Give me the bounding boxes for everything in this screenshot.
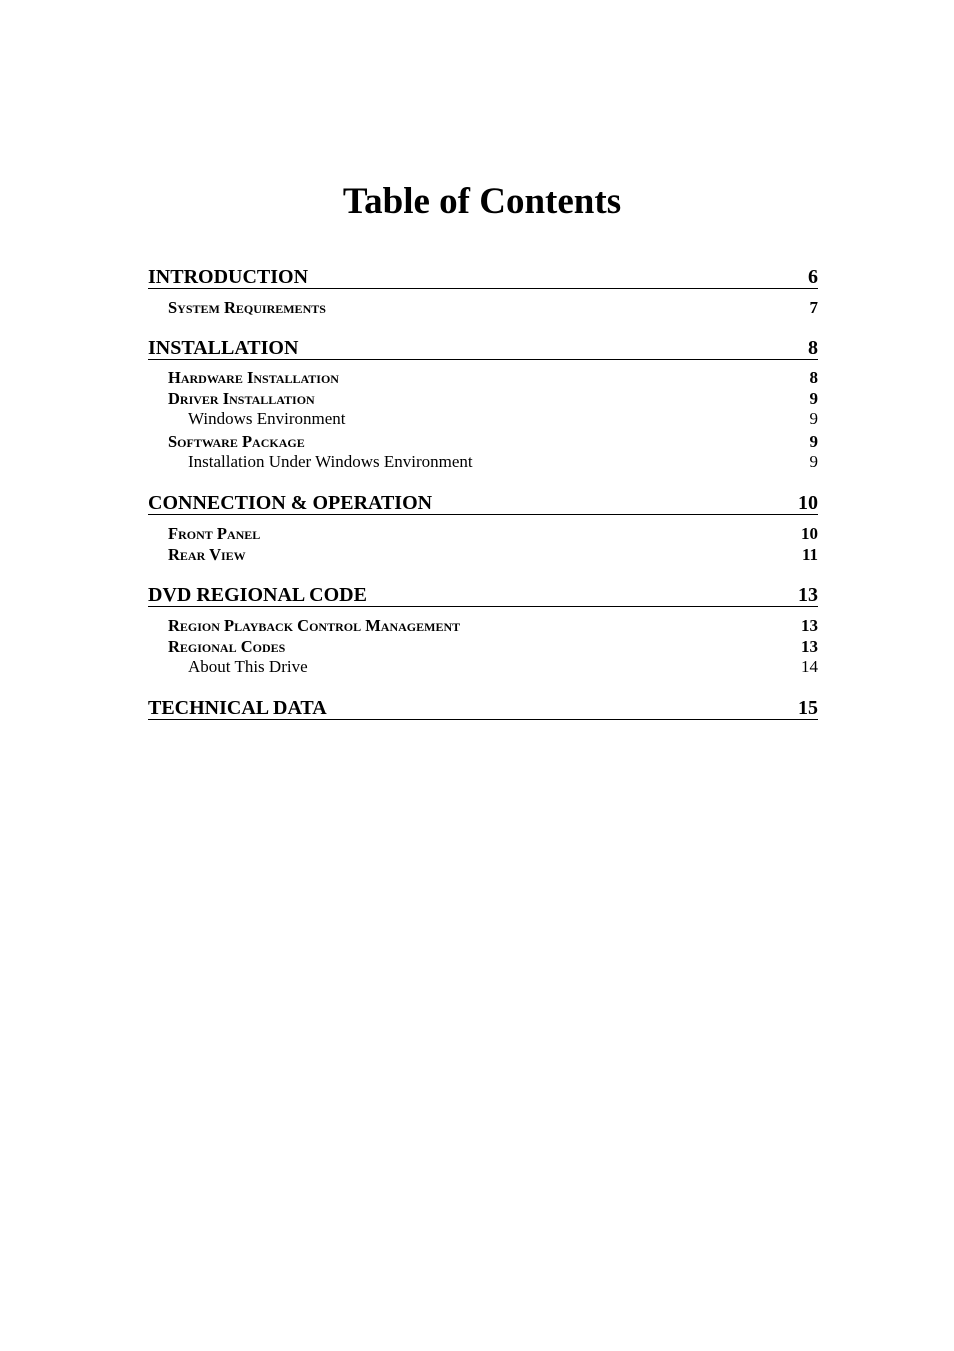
toc-entry-label: Hardware Installation <box>168 368 339 387</box>
toc-entry-page: 13 <box>801 637 818 656</box>
toc-entry-page: 6 <box>808 266 818 288</box>
toc-entry-page: 8 <box>808 337 818 359</box>
toc-entry-label: DVD REGIONAL CODE <box>148 584 367 606</box>
toc-entry-region-playback-control[interactable] <box>148 616 818 636</box>
toc-entry-page: 9 <box>809 432 818 451</box>
toc-entry-page: 11 <box>801 545 818 564</box>
toc-entry-page: 10 <box>801 524 818 543</box>
toc-entry-label: Software Package <box>168 432 305 451</box>
toc-entry-page: 15 <box>798 697 818 719</box>
toc-entry-introduction[interactable] <box>148 266 818 289</box>
toc-entry-label: Rear View <box>168 545 246 564</box>
toc-entry-driver-installation[interactable] <box>148 389 818 409</box>
toc-entry-label: Installation Under Windows Environment <box>188 452 473 471</box>
toc-entry-label: TECHNICAL DATA <box>148 697 327 719</box>
toc-entry-software-package[interactable] <box>148 432 818 452</box>
toc-entry-front-panel[interactable] <box>148 524 818 544</box>
toc-entry-page: 9 <box>809 452 818 471</box>
toc-entry-windows-environment[interactable] <box>148 409 818 429</box>
toc-entry-label: INTRODUCTION <box>148 266 309 288</box>
toc-entry-page: 10 <box>798 492 818 514</box>
toc-entry-label: System Requirements <box>168 298 326 317</box>
toc-entry-label: CONNECTION & OPERATION <box>148 492 433 514</box>
toc-entry-label: Windows Environment <box>188 409 346 428</box>
toc-entry-page: 13 <box>798 584 818 606</box>
toc-entry-page: 14 <box>801 657 818 676</box>
page-title: Table of Contents <box>342 181 622 222</box>
toc-entry-page: 13 <box>801 616 818 635</box>
toc-entry-technical-data[interactable] <box>148 697 818 720</box>
toc-entry-label: About This Drive <box>188 657 308 676</box>
toc-entry-label: Driver Installation <box>168 389 315 408</box>
toc-entry-system-requirements[interactable] <box>148 298 818 318</box>
toc-entry-installation-under-windows[interactable] <box>148 452 818 472</box>
toc-entry-page: 8 <box>809 368 818 387</box>
toc-entry-label: INSTALLATION <box>148 337 299 359</box>
toc-entry-page: 9 <box>809 389 818 408</box>
toc-entry-installation[interactable] <box>148 337 818 360</box>
toc-entry-connection-operation[interactable] <box>148 492 818 515</box>
toc-entry-page: 9 <box>809 409 818 428</box>
toc-entry-page: 7 <box>809 298 818 317</box>
toc-entry-dvd-regional-code[interactable] <box>148 584 818 607</box>
toc-entry-about-this-drive[interactable] <box>148 657 818 677</box>
toc-entry-hardware-installation[interactable] <box>148 368 818 388</box>
toc-entry-label: Region Playback Control Management <box>168 616 461 635</box>
toc-entry-regional-codes[interactable] <box>148 637 818 657</box>
toc-entry-label: Front Panel <box>168 524 261 543</box>
toc-entry-label: Regional Codes <box>168 637 286 656</box>
toc-entry-rear-view[interactable] <box>148 545 818 565</box>
